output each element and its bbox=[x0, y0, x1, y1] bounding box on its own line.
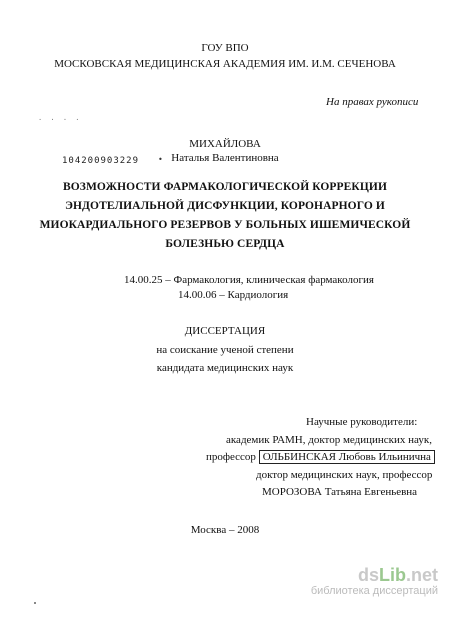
specialty-1: 14.00.25 – Фармакология, клиническая фармакология bbox=[124, 274, 374, 286]
supervisor-1-name: ОЛЬБИНСКАЯ Любовь Ильинична bbox=[259, 450, 435, 464]
dissertation-purpose: на соискание ученой степени bbox=[156, 344, 294, 356]
dslib-watermark bbox=[268, 565, 438, 598]
title-line-4: БОЛЕЗНЬЮ СЕРДЦА bbox=[165, 238, 285, 250]
scan-speck bbox=[34, 602, 36, 604]
supervisor-1-rank: профессор bbox=[206, 451, 256, 463]
dissertation-degree: кандидата медицинских наук bbox=[156, 362, 294, 374]
rights-notice: На правах рукописи bbox=[326, 96, 419, 108]
supervisors-heading: Научные руководители: bbox=[306, 416, 418, 428]
author-surname: МИХАЙЛОВА bbox=[189, 138, 261, 150]
author-name: Наталья Валентиновна bbox=[171, 152, 279, 164]
specialty-2: 14.00.06 – Кардиология bbox=[178, 289, 289, 301]
title-line-2: ЭНДОТЕЛИАЛЬНОЙ ДИСФУНКЦИИ, КОРОНАРНОГО И bbox=[65, 200, 385, 212]
stamp-mark: • bbox=[158, 155, 163, 164]
scan-dots: · · · · bbox=[38, 116, 82, 124]
supervisor-2-name: МОРОЗОВА Татьяна Евгеньевна bbox=[262, 486, 418, 498]
dslib-logo: dsLib.net bbox=[357, 565, 438, 585]
title-line-3: МИОКАРДИАЛЬНОГО РЕЗЕРВОВ У БОЛЬНЫХ ИШЕМИЧЕСКОЙ bbox=[39, 219, 411, 231]
supervisor-1-name-row bbox=[206, 451, 435, 464]
org-short: ГОУ ВПО bbox=[201, 42, 249, 54]
title-line-1: ВОЗМОЖНОСТИ ФАРМАКОЛОГИЧЕСКОЙ КОРРЕКЦИИ bbox=[62, 181, 388, 193]
place-year: Москва – 2008 bbox=[190, 524, 260, 536]
dissertation-label: ДИССЕРТАЦИЯ bbox=[184, 325, 266, 337]
org-full: МОСКОВСКАЯ МЕДИЦИНСКАЯ АКАДЕМИЯ ИМ. И.М. СЕЧЕНОВА bbox=[54, 58, 396, 70]
dslib-subtitle: библиотека диссертаций bbox=[310, 585, 438, 597]
library-stamp-number: 104200903229 bbox=[62, 156, 140, 166]
supervisor-1-title: академик РАМН, доктор медицинских наук, bbox=[226, 434, 432, 446]
supervisor-2-title: доктор медицинских наук, профессор bbox=[256, 469, 433, 481]
